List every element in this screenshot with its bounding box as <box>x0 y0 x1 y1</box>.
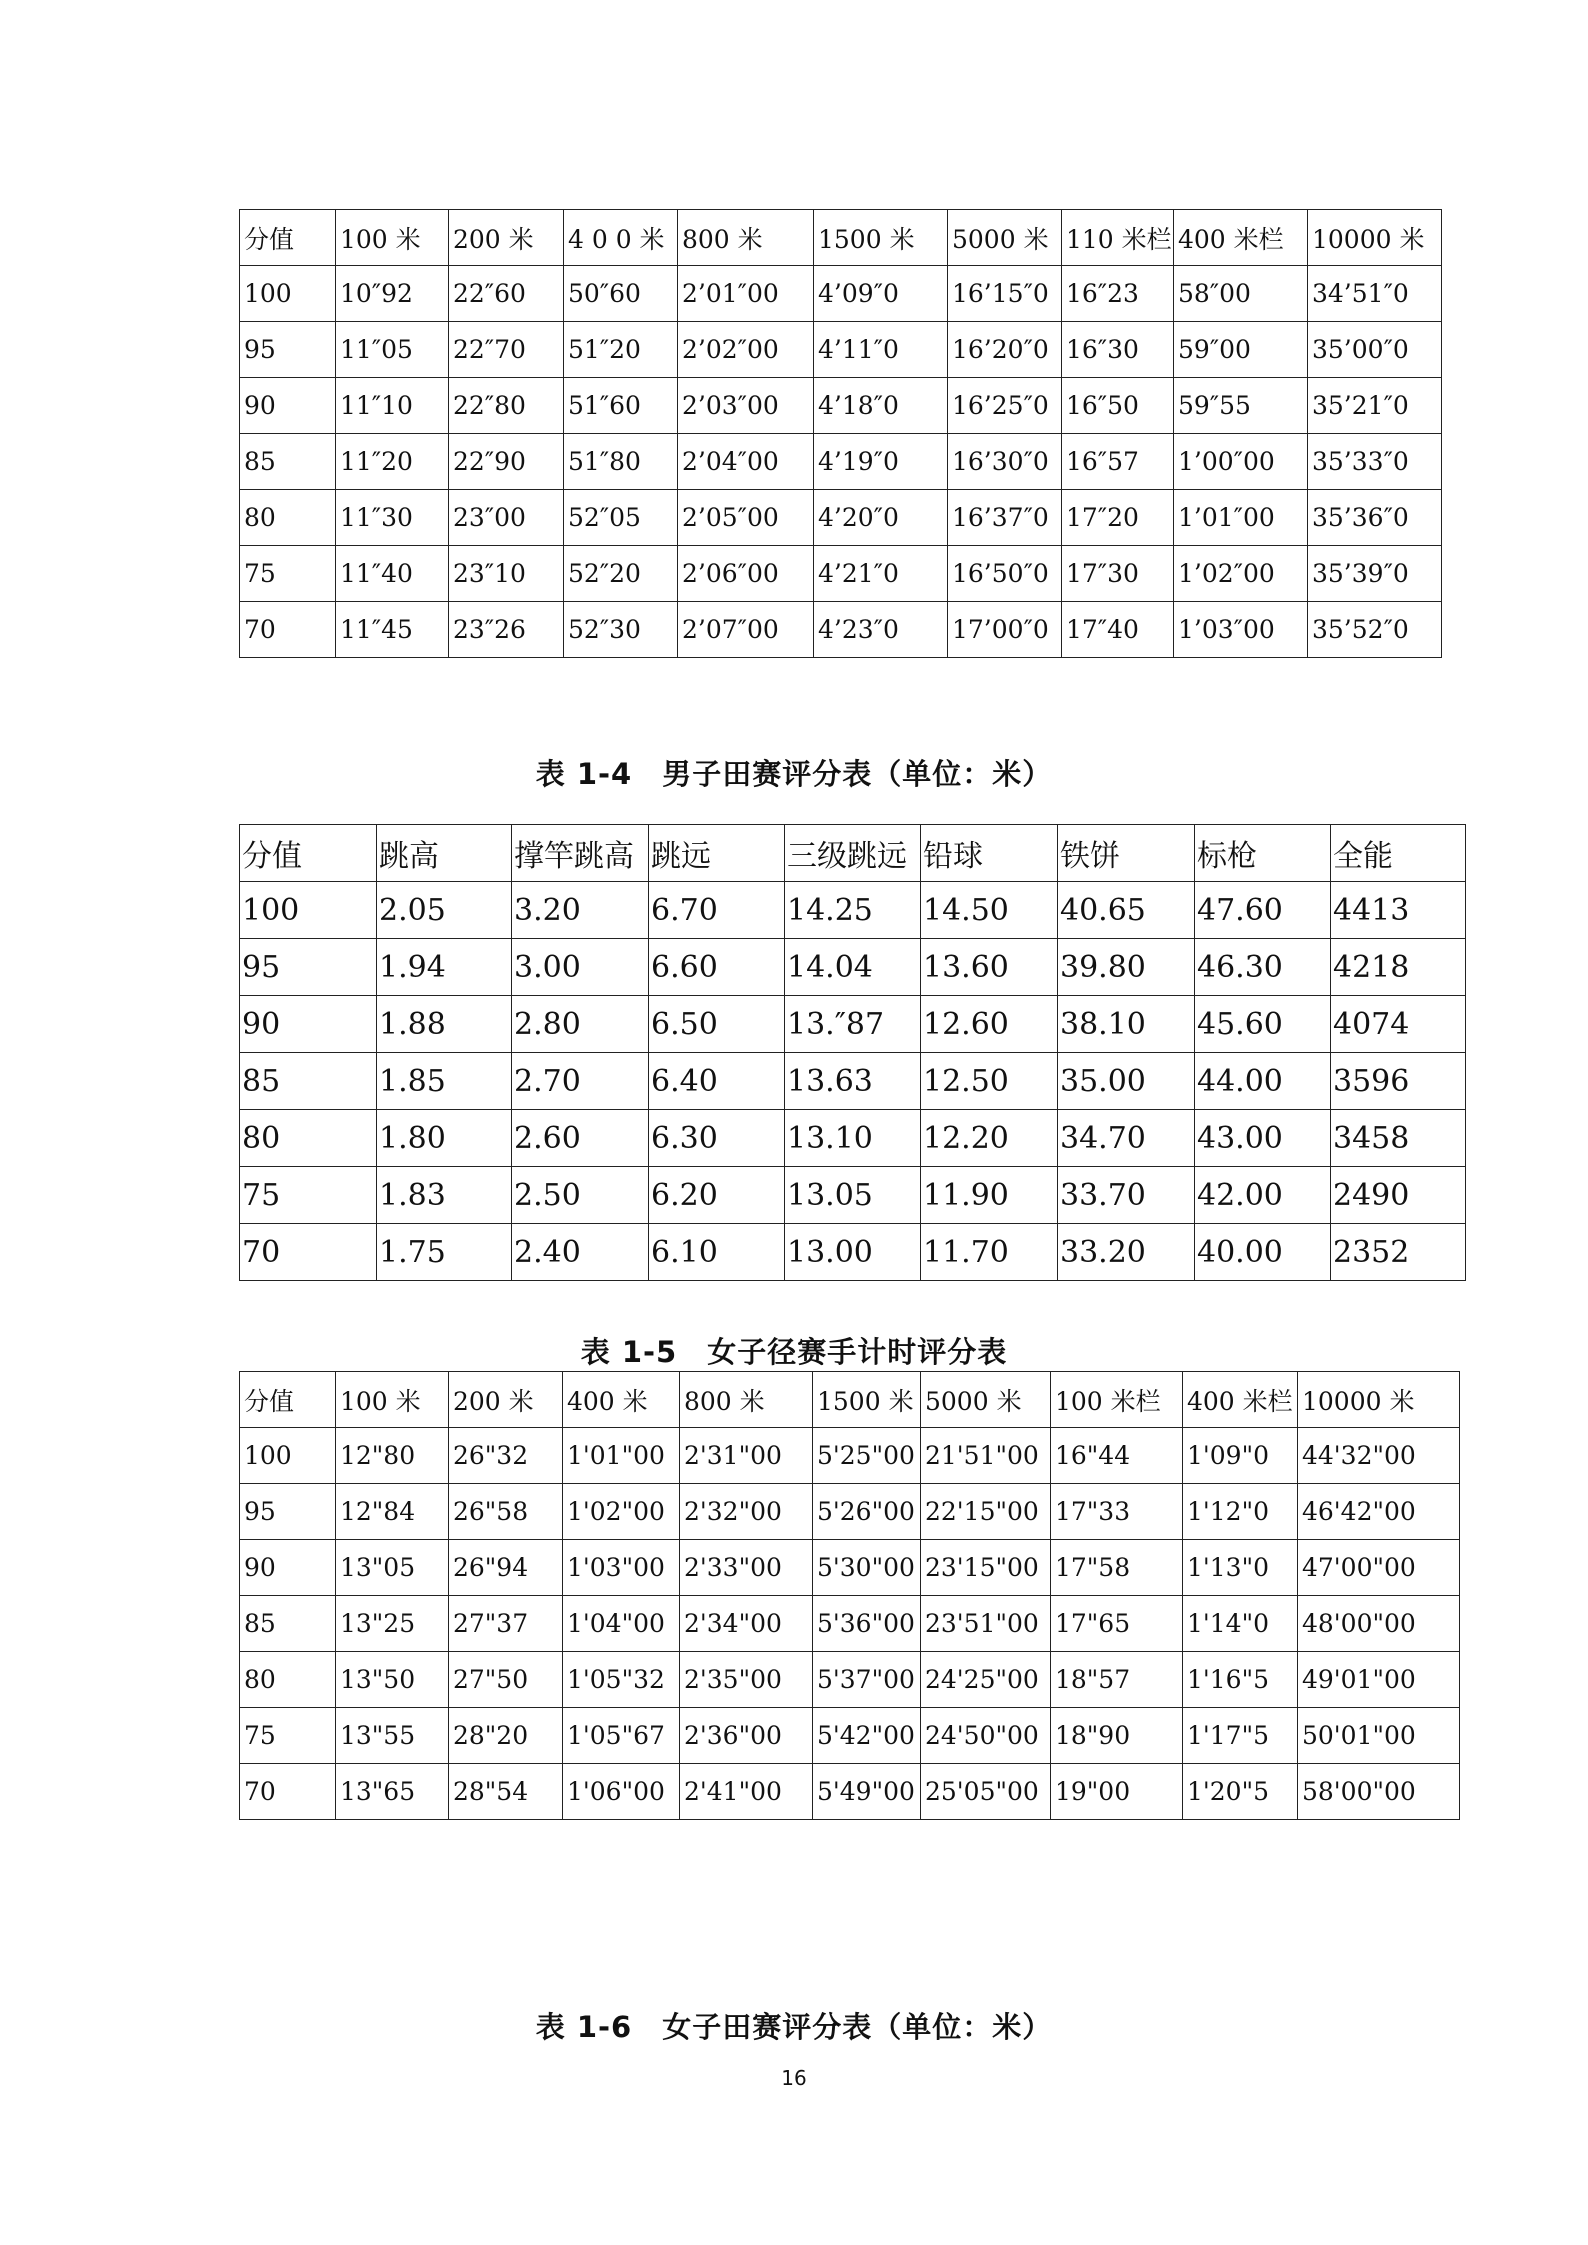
table-cell: 2'34"00 <box>680 1596 813 1652</box>
table-cell: 1'13"0 <box>1183 1540 1298 1596</box>
table-row <box>240 490 1442 546</box>
table-cell: 17″30 <box>1062 546 1174 602</box>
table-cell: 5'36"00 <box>813 1596 921 1652</box>
table-cell: 39.80 <box>1058 939 1195 996</box>
score-cell: 100 <box>240 1428 336 1484</box>
table-cell: 11″40 <box>336 546 449 602</box>
table-row <box>240 882 1466 939</box>
table-cell: 2’07″00 <box>678 602 814 658</box>
column-header: 跳高 <box>377 825 512 882</box>
table-cell: 4’23″0 <box>814 602 948 658</box>
table-cell: 11″30 <box>336 490 449 546</box>
table-cell: 17"58 <box>1051 1540 1183 1596</box>
table-row <box>240 434 1442 490</box>
table-cell: 22'15"00 <box>921 1484 1051 1540</box>
table-cell: 2.70 <box>512 1053 649 1110</box>
table-cell: 22″70 <box>449 322 564 378</box>
table-cell: 1'12"0 <box>1183 1484 1298 1540</box>
table-cell: 4’18″0 <box>814 378 948 434</box>
table-cell: 2’06″00 <box>678 546 814 602</box>
table-cell: 12"80 <box>336 1428 449 1484</box>
table-cell: 13.63 <box>785 1053 921 1110</box>
table-cell: 6.60 <box>649 939 785 996</box>
table-cell: 1'06"00 <box>563 1764 680 1820</box>
table-cell: 10″92 <box>336 266 449 322</box>
table-cell: 1'20"5 <box>1183 1764 1298 1820</box>
table-cell: 5'26"00 <box>813 1484 921 1540</box>
table-cell: 50″60 <box>564 266 678 322</box>
table-cell: 35’33″0 <box>1308 434 1442 490</box>
table-cell: 2'41"00 <box>680 1764 813 1820</box>
table-cell: 59″55 <box>1174 378 1308 434</box>
table-cell: 13"25 <box>336 1596 449 1652</box>
table-cell: 5'25"00 <box>813 1428 921 1484</box>
table-cell: 11.70 <box>921 1224 1058 1281</box>
table-cell: 17″40 <box>1062 602 1174 658</box>
table-cell: 16’30″0 <box>948 434 1062 490</box>
table-cell: 13"65 <box>336 1764 449 1820</box>
table-cell: 46'42"00 <box>1298 1484 1460 1540</box>
table-cell: 33.70 <box>1058 1167 1195 1224</box>
table-cell: 34’51″0 <box>1308 266 1442 322</box>
table-row <box>240 1596 1460 1652</box>
table-cell: 28"20 <box>449 1708 563 1764</box>
score-cell: 75 <box>240 546 336 602</box>
table-row <box>240 1224 1466 1281</box>
column-header: 10000 米 <box>1298 1372 1460 1428</box>
table-cell: 35’00″0 <box>1308 322 1442 378</box>
table-cell: 16″23 <box>1062 266 1174 322</box>
table-row <box>240 1708 1460 1764</box>
table-row <box>240 1053 1466 1110</box>
table-cell: 2’02″00 <box>678 322 814 378</box>
table-cell: 1'02"00 <box>563 1484 680 1540</box>
table-cell: 34.70 <box>1058 1110 1195 1167</box>
table-cell: 2’04″00 <box>678 434 814 490</box>
column-header: 分值 <box>240 1372 336 1428</box>
score-cell: 85 <box>240 434 336 490</box>
table-cell: 2'31"00 <box>680 1428 813 1484</box>
table-cell: 25'05"00 <box>921 1764 1051 1820</box>
table-cell: 21'51"00 <box>921 1428 1051 1484</box>
table-cell: 1'09"0 <box>1183 1428 1298 1484</box>
table-row <box>240 1652 1460 1708</box>
column-header: 分值 <box>240 210 336 266</box>
table-cell: 43.00 <box>1195 1110 1331 1167</box>
table-cell: 13.10 <box>785 1110 921 1167</box>
score-cell: 70 <box>240 1224 377 1281</box>
table-cell: 6.20 <box>649 1167 785 1224</box>
table-cell: 1'01"00 <box>563 1428 680 1484</box>
table-cell: 18"90 <box>1051 1708 1183 1764</box>
table-cell: 23″26 <box>449 602 564 658</box>
table-cell: 47'00"00 <box>1298 1540 1460 1596</box>
column-header: 100 米 <box>336 210 449 266</box>
table-cell: 16’20″0 <box>948 322 1062 378</box>
column-header: 400 米 <box>563 1372 680 1428</box>
table-cell: 1'03"00 <box>563 1540 680 1596</box>
table-cell: 2.50 <box>512 1167 649 1224</box>
table-cell: 17″20 <box>1062 490 1174 546</box>
table-row <box>240 322 1442 378</box>
table-cell: 1’03″00 <box>1174 602 1308 658</box>
table-cell: 16’15″0 <box>948 266 1062 322</box>
table-row <box>240 378 1442 434</box>
table-cell: 44.00 <box>1195 1053 1331 1110</box>
table-cell: 16’50″0 <box>948 546 1062 602</box>
table-cell: 5'37"00 <box>813 1652 921 1708</box>
table-cell: 3.00 <box>512 939 649 996</box>
table-cell: 6.10 <box>649 1224 785 1281</box>
table-cell: 50'01"00 <box>1298 1708 1460 1764</box>
table-row <box>240 1167 1466 1224</box>
table-cell: 42.00 <box>1195 1167 1331 1224</box>
table-cell: 4413 <box>1331 882 1466 939</box>
column-header: 110 米栏 <box>1062 210 1174 266</box>
table-cell: 27"37 <box>449 1596 563 1652</box>
men-field-score-table <box>239 824 1466 1281</box>
table-cell: 11″10 <box>336 378 449 434</box>
table-cell: 51″80 <box>564 434 678 490</box>
table-cell: 18"57 <box>1051 1652 1183 1708</box>
column-header: 100 米 <box>336 1372 449 1428</box>
score-cell: 70 <box>240 1764 336 1820</box>
column-header: 全能 <box>1331 825 1466 882</box>
column-header: 铁饼 <box>1058 825 1195 882</box>
score-cell: 75 <box>240 1167 377 1224</box>
table-cell: 49'01"00 <box>1298 1652 1460 1708</box>
table-cell: 4’19″0 <box>814 434 948 490</box>
table-row <box>240 266 1442 322</box>
table-cell: 3458 <box>1331 1110 1466 1167</box>
table-cell: 16’25″0 <box>948 378 1062 434</box>
score-cell: 80 <box>240 1110 377 1167</box>
table-cell: 16"44 <box>1051 1428 1183 1484</box>
table-cell: 1'16"5 <box>1183 1652 1298 1708</box>
table-cell: 2.60 <box>512 1110 649 1167</box>
column-header: 标枪 <box>1195 825 1331 882</box>
table-cell: 4’21″0 <box>814 546 948 602</box>
table-cell: 14.25 <box>785 882 921 939</box>
table-cell: 3.20 <box>512 882 649 939</box>
column-header: 10000 米 <box>1308 210 1442 266</box>
table-cell: 2’03″00 <box>678 378 814 434</box>
table-cell: 48'00"00 <box>1298 1596 1460 1652</box>
table-cell: 33.20 <box>1058 1224 1195 1281</box>
table-cell: 2'36"00 <box>680 1708 813 1764</box>
table-cell: 46.30 <box>1195 939 1331 996</box>
table-cell: 2.40 <box>512 1224 649 1281</box>
table-cell: 4’09″0 <box>814 266 948 322</box>
table-cell: 13"55 <box>336 1708 449 1764</box>
score-cell: 95 <box>240 1484 336 1540</box>
table-cell: 24'50"00 <box>921 1708 1051 1764</box>
score-cell: 85 <box>240 1596 336 1652</box>
table-row <box>240 1764 1460 1820</box>
table-cell: 14.04 <box>785 939 921 996</box>
table-cell: 47.60 <box>1195 882 1331 939</box>
table-cell: 2'33"00 <box>680 1540 813 1596</box>
column-header: 5000 米 <box>921 1372 1051 1428</box>
table-cell: 2'35"00 <box>680 1652 813 1708</box>
table-header-row <box>240 1372 1460 1428</box>
table-cell: 5'49"00 <box>813 1764 921 1820</box>
table-cell: 2’01″00 <box>678 266 814 322</box>
table-cell: 12.50 <box>921 1053 1058 1110</box>
table-cell: 13.″87 <box>785 996 921 1053</box>
table-cell: 27"50 <box>449 1652 563 1708</box>
table-cell: 4’20″0 <box>814 490 948 546</box>
table-cell: 26"58 <box>449 1484 563 1540</box>
table-cell: 45.60 <box>1195 996 1331 1053</box>
table-cell: 16’37″0 <box>948 490 1062 546</box>
table-cell: 2.80 <box>512 996 649 1053</box>
table-cell: 12.20 <box>921 1110 1058 1167</box>
score-cell: 95 <box>240 322 336 378</box>
table-cell: 11.90 <box>921 1167 1058 1224</box>
table-cell: 6.40 <box>649 1053 785 1110</box>
table-row <box>240 602 1442 658</box>
table-row <box>240 1110 1466 1167</box>
table-cell: 1.88 <box>377 996 512 1053</box>
score-cell: 85 <box>240 1053 377 1110</box>
table-cell: 13"05 <box>336 1540 449 1596</box>
table-cell: 1'05"32 <box>563 1652 680 1708</box>
column-header: 跳远 <box>649 825 785 882</box>
table-cell: 17"33 <box>1051 1484 1183 1540</box>
table-cell: 4218 <box>1331 939 1466 996</box>
score-cell: 90 <box>240 1540 336 1596</box>
women-track-score-table <box>239 1371 1460 1820</box>
table-cell: 13.05 <box>785 1167 921 1224</box>
table-cell: 35’39″0 <box>1308 546 1442 602</box>
score-cell: 100 <box>240 882 377 939</box>
table-row <box>240 939 1466 996</box>
table-cell: 1’00″00 <box>1174 434 1308 490</box>
table-cell: 1.80 <box>377 1110 512 1167</box>
column-header: 200 米 <box>449 210 564 266</box>
table-cell: 13.60 <box>921 939 1058 996</box>
table-row <box>240 1428 1460 1484</box>
table-cell: 35’36″0 <box>1308 490 1442 546</box>
table-cell: 16″57 <box>1062 434 1174 490</box>
table-cell: 12.60 <box>921 996 1058 1053</box>
table-cell: 44'32"00 <box>1298 1428 1460 1484</box>
score-cell: 90 <box>240 378 336 434</box>
table-cell: 1'05"67 <box>563 1708 680 1764</box>
score-cell: 95 <box>240 939 377 996</box>
table-cell: 59″00 <box>1174 322 1308 378</box>
table-cell: 35’52″0 <box>1308 602 1442 658</box>
table-cell: 52″05 <box>564 490 678 546</box>
table-cell: 11″05 <box>336 322 449 378</box>
table-cell: 1.83 <box>377 1167 512 1224</box>
caption-table-1-4: 表 1-4 男子田赛评分表（单位：米） <box>535 757 1053 791</box>
table-cell: 3596 <box>1331 1053 1466 1110</box>
column-header: 400 米栏 <box>1183 1372 1298 1428</box>
table-cell: 51″60 <box>564 378 678 434</box>
table-cell: 11″20 <box>336 434 449 490</box>
table-cell: 24'25"00 <box>921 1652 1051 1708</box>
table-cell: 4’11″0 <box>814 322 948 378</box>
column-header: 800 米 <box>678 210 814 266</box>
table-cell: 19"00 <box>1051 1764 1183 1820</box>
table-cell: 6.50 <box>649 996 785 1053</box>
table-cell: 1.85 <box>377 1053 512 1110</box>
column-header: 800 米 <box>680 1372 813 1428</box>
column-header: 1500 米 <box>814 210 948 266</box>
table-cell: 52″20 <box>564 546 678 602</box>
table-cell: 2352 <box>1331 1224 1466 1281</box>
table-cell: 4074 <box>1331 996 1466 1053</box>
table-cell: 13.00 <box>785 1224 921 1281</box>
column-header: 1500 米 <box>813 1372 921 1428</box>
column-header: 200 米 <box>449 1372 563 1428</box>
table-cell: 23'15"00 <box>921 1540 1051 1596</box>
caption-table-1-6: 表 1-6 女子田赛评分表（单位：米） <box>535 2010 1053 2044</box>
table-cell: 28"54 <box>449 1764 563 1820</box>
table-cell: 17"65 <box>1051 1596 1183 1652</box>
table-cell: 51″20 <box>564 322 678 378</box>
table-cell: 2.05 <box>377 882 512 939</box>
table-cell: 17’00″0 <box>948 602 1062 658</box>
table-cell: 22″90 <box>449 434 564 490</box>
table-cell: 22″60 <box>449 266 564 322</box>
table-cell: 52″30 <box>564 602 678 658</box>
table-cell: 23″10 <box>449 546 564 602</box>
table-cell: 5'30"00 <box>813 1540 921 1596</box>
table-header-row <box>240 210 1442 266</box>
column-header: 铅球 <box>921 825 1058 882</box>
score-cell: 80 <box>240 490 336 546</box>
score-cell: 70 <box>240 602 336 658</box>
table-cell: 58'00"00 <box>1298 1764 1460 1820</box>
table-row <box>240 996 1466 1053</box>
table-cell: 16″50 <box>1062 378 1174 434</box>
table-cell: 1'17"5 <box>1183 1708 1298 1764</box>
table-cell: 2'32"00 <box>680 1484 813 1540</box>
table-cell: 1’02″00 <box>1174 546 1308 602</box>
table-cell: 38.10 <box>1058 996 1195 1053</box>
table-row <box>240 1540 1460 1596</box>
table-cell: 58″00 <box>1174 266 1308 322</box>
column-header: 撑竿跳高 <box>512 825 649 882</box>
table-cell: 12"84 <box>336 1484 449 1540</box>
table-cell: 1'04"00 <box>563 1596 680 1652</box>
page-number: 16 <box>781 2066 807 2090</box>
table-cell: 35.00 <box>1058 1053 1195 1110</box>
table-cell: 35’21″0 <box>1308 378 1442 434</box>
column-header: 4 0 0 米 <box>564 210 678 266</box>
score-cell: 80 <box>240 1652 336 1708</box>
table-cell: 26"94 <box>449 1540 563 1596</box>
table-cell: 26"32 <box>449 1428 563 1484</box>
table-row <box>240 1484 1460 1540</box>
caption-table-1-5: 表 1-5 女子径赛手计时评分表 <box>580 1335 1008 1369</box>
men-track-score-table <box>239 209 1442 658</box>
table-cell: 14.50 <box>921 882 1058 939</box>
table-cell: 1'14"0 <box>1183 1596 1298 1652</box>
table-cell: 6.30 <box>649 1110 785 1167</box>
table-cell: 23'51"00 <box>921 1596 1051 1652</box>
score-cell: 90 <box>240 996 377 1053</box>
score-cell: 100 <box>240 266 336 322</box>
table-cell: 1.94 <box>377 939 512 996</box>
table-cell: 2’05″00 <box>678 490 814 546</box>
column-header: 5000 米 <box>948 210 1062 266</box>
table-cell: 16″30 <box>1062 322 1174 378</box>
column-header: 分值 <box>240 825 377 882</box>
table-cell: 11″45 <box>336 602 449 658</box>
table-cell: 22″80 <box>449 378 564 434</box>
table-cell: 13"50 <box>336 1652 449 1708</box>
score-cell: 75 <box>240 1708 336 1764</box>
table-cell: 23″00 <box>449 490 564 546</box>
column-header: 400 米栏 <box>1174 210 1308 266</box>
table-cell: 1’01″00 <box>1174 490 1308 546</box>
column-header: 100 米栏 <box>1051 1372 1183 1428</box>
table-cell: 2490 <box>1331 1167 1466 1224</box>
table-header-row <box>240 825 1466 882</box>
table-cell: 40.65 <box>1058 882 1195 939</box>
table-cell: 1.75 <box>377 1224 512 1281</box>
table-cell: 5'42"00 <box>813 1708 921 1764</box>
table-row <box>240 546 1442 602</box>
table-cell: 40.00 <box>1195 1224 1331 1281</box>
column-header: 三级跳远 <box>785 825 921 882</box>
table-cell: 6.70 <box>649 882 785 939</box>
